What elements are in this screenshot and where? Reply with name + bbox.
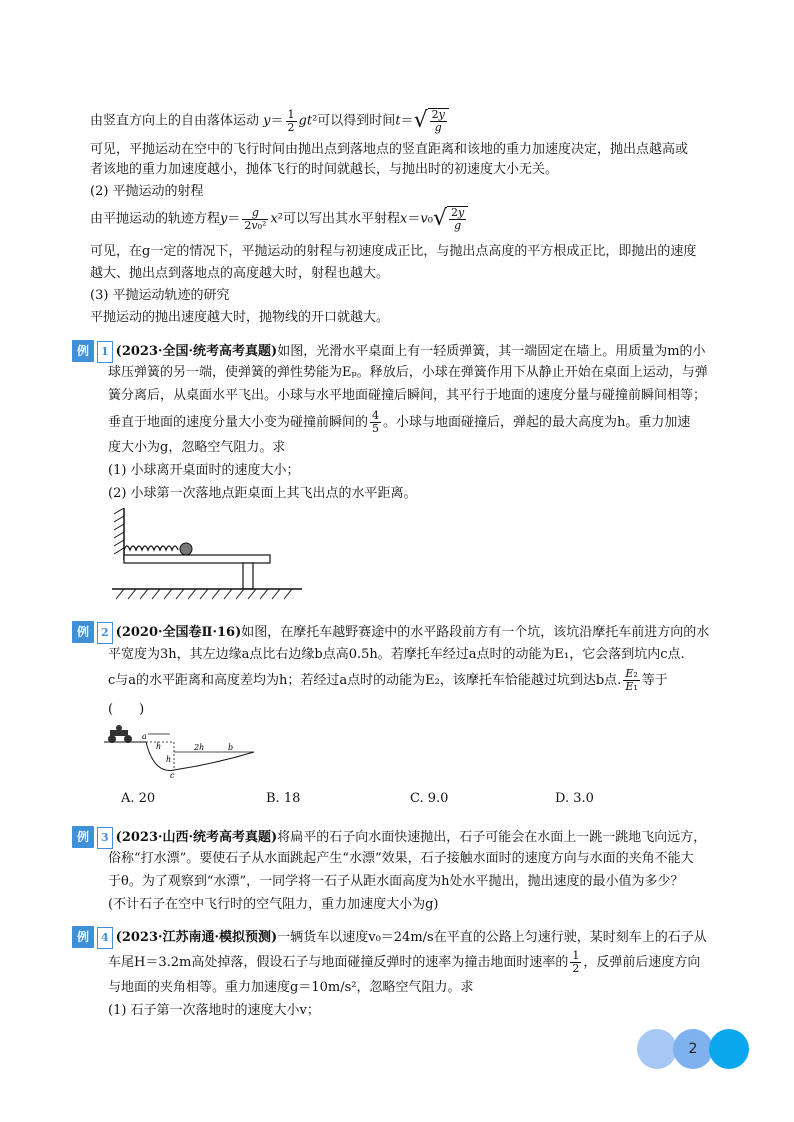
- example-1-line: 例 1 (2023·全国·统考高考真题)如图，光滑水平桌面上有一轻质弹簧，其一端固定在墙上。用质量为m的小: [72, 340, 724, 363]
- question-1: (1) 小球离开桌面时的速度大小；: [108, 463, 300, 478]
- example-2-line: 例 2 (2020·全国卷Ⅱ·16)如图，在摩托车越野赛途中的水平路段前方有一个坑，该坑沿摩托车前进方向的水: [72, 621, 724, 644]
- question-2: (2) 小球第一次落地点距桌面上其飞出点的水平距离。: [108, 486, 417, 501]
- fraction: $\frac{g}{\text{2v₀²}}$: [244, 205, 267, 232]
- paragraph-text: 可见，在g一定的情况下，平抛运动的射程与初速度成正比，与抛出点高度的平方根成正比，即抛出的速度: [90, 244, 697, 259]
- example-4-line: 例 4 (2023·江苏南通·模拟预测)一辆货车以速度v₀＝24m/s在平直的公路上匀速行驶，某时刻车上的石子从: [72, 926, 724, 949]
- fraction: $\frac{1}{2}$: [287, 107, 295, 134]
- paragraph-text: 可见，平抛运动在空中的飞行时间由抛出点到落地点的竖直距离和该地的重力加速度决定，抛出点越高或: [90, 142, 689, 157]
- source: (2023·山西·统考高考真题): [115, 830, 278, 845]
- page-decoration-circle: [637, 1029, 677, 1069]
- paragraph-text: c与a的水平距离和高度差均为h；若经过a点时的动能为E₂，该摩托车恰能越过坑到达b点. $\frac{\text{E₂}}{\text{E₁}}$ 等于: [108, 667, 668, 693]
- paragraph-text: 平宽度为3h，其左边缘a点比右边缘b点高0.5h。若摩托车经过a点时的动能为E₁，它会落到坑内c点.: [108, 647, 685, 662]
- label-2h: 2h: [194, 743, 205, 752]
- label-a: a: [142, 732, 147, 741]
- paragraph-text: 度大小为g，忽略空气阻力。求: [108, 440, 286, 455]
- paragraph-text: 与地面的夹角相等。重力加速度g＝10m/s²，忽略空气阻力。求: [108, 980, 474, 995]
- fraction: $\frac{1}{2}$: [572, 949, 580, 975]
- source: (2020·全国卷Ⅱ·16): [115, 625, 242, 640]
- label-h-horizontal: h: [156, 742, 162, 751]
- example-tag: 例: [72, 340, 94, 362]
- example-tag: 例: [72, 926, 94, 948]
- paragraph-text: 平抛运动的抛出速度越大时，抛物线的开口就越大。: [90, 310, 390, 325]
- page-decoration-circle: [709, 1029, 749, 1069]
- option-d[interactable]: D. 3.0: [555, 791, 594, 806]
- fraction: $\frac{4}{5}$: [372, 409, 380, 435]
- option-b[interactable]: B. 18: [266, 791, 301, 806]
- option-a[interactable]: A. 20: [121, 791, 156, 806]
- source: (2023·江苏南通·模拟预测): [115, 930, 278, 945]
- label-b: b: [228, 743, 234, 752]
- paragraph-text: 球压弹簧的另一端，使弹簧的弹性势能为Eₚ。释放后，小球在弹簧作用下从静止开始在桌面上运动，与弹: [108, 365, 708, 380]
- section-heading: (3) 平抛运动轨迹的研究: [90, 288, 230, 303]
- section-heading: (2) 平抛运动的射程: [90, 184, 204, 199]
- paragraph-text: 簧分离后，从桌面水平飞出。小球与水平地面碰撞后瞬间，其平行于地面的速度分量与碰撞前瞬间相等；: [108, 388, 707, 403]
- answer-blank: ( ): [108, 702, 145, 717]
- paragraph-text: 车尾H＝3.2m高处掉落，假设石子与地面碰撞反弹时的速率为撞击地面时速率的 $\frac{1}{2}$ ，反弹前后速度方向: [108, 949, 701, 975]
- paragraph-text: (不计石子在空中飞行时的空气阻力，重力加速度大小为g): [108, 897, 439, 912]
- sqrt: √ $\frac{2y}{g}$: [414, 108, 449, 134]
- motorcycle-pit-figure: [104, 724, 264, 780]
- fraction: $\frac{\text{E₂}}{\text{E₁}}$: [625, 667, 638, 693]
- example-tag: 例: [72, 826, 94, 848]
- free-fall-line: 由竖直方向上的自由落体运动 y＝ $\frac{1}{2}$ gt²可以得到时间t＝√ $\frac{2y}{g}$: [90, 108, 724, 134]
- question-1: (1) 石子第一次落地时的速度大小v；: [108, 1003, 320, 1018]
- spring-table-figure: [112, 508, 302, 608]
- range-line: 由平抛运动的轨迹方程y＝ $\frac{g}{\text{2v₀²}}$ x²可以写出其水平射程x＝v₀√ $\frac{2y}{g}$: [90, 206, 724, 232]
- sqrt: √ $\frac{2y}{g}$: [433, 206, 468, 232]
- example-number: 4: [97, 927, 113, 949]
- source: (2023·全国·统考高考真题): [115, 344, 278, 359]
- paragraph-text: 于θ。为了观察到“水漂”，一同学将一石子从距水面高度为h处水平抛出，抛出速度的最小值为多少？: [108, 874, 684, 889]
- page-number: 2: [688, 1041, 698, 1057]
- example-number: 2: [97, 622, 113, 644]
- label-h-vertical: h: [166, 755, 172, 764]
- motorcycle-icon: [108, 725, 132, 743]
- paragraph-text: 者该地的重力加速度越小，抛体飞行的时间就越长，与抛出时的初速度大小无关。: [90, 162, 559, 177]
- paragraph-text: 俗称“打水漂”。要使石子从水面跳起产生“水漂”效果，石子接触水面时的速度方向与水面的夹角不能大: [108, 851, 694, 866]
- paragraph-text: 垂直于地面的速度分量大小变为碰撞前瞬间的 $\frac{4}{5}$ 。小球与地面碰撞后，弹起的最大高度为h。重力加速: [108, 409, 691, 435]
- example-number: 1: [97, 341, 113, 363]
- label-c: c: [170, 771, 175, 780]
- option-c[interactable]: C. 9.0: [410, 791, 449, 806]
- example-3-line: 例 3 (2023·山西·统考高考真题)将扁平的石子向水面快速抛出，石子可能会在水面上一跳一跳地飞向远方，: [72, 826, 724, 849]
- example-number: 3: [97, 827, 113, 849]
- paragraph-text: 越大、抛出点到落地点的高度越大时，射程也越大。: [90, 266, 390, 281]
- example-tag: 例: [72, 621, 94, 643]
